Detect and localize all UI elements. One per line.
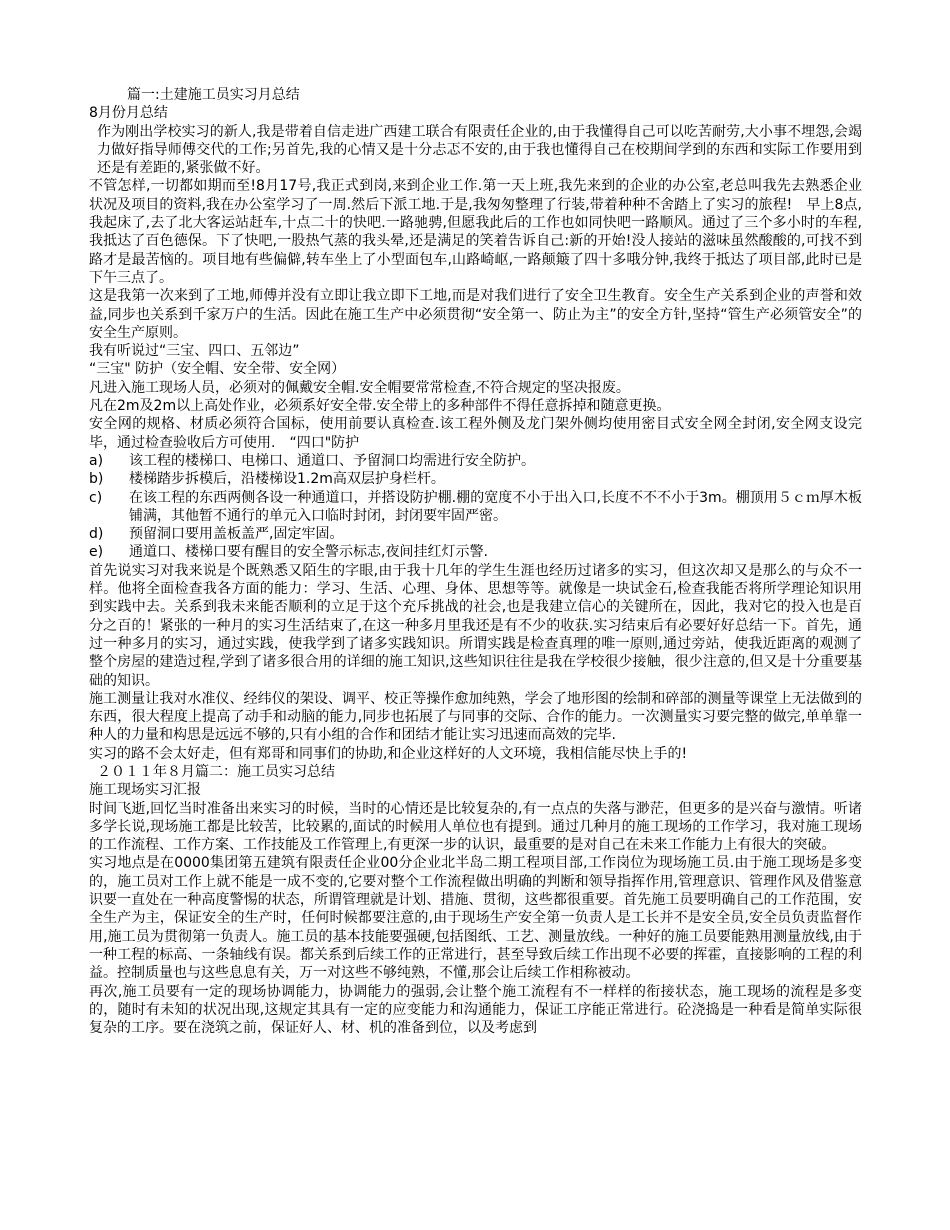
- report-title: 施工现场实习汇报: [89, 782, 201, 799]
- paragraph: “三宝" 防护（安全帽、安全带、安全网）: [89, 361, 346, 378]
- list-label: d): [89, 526, 104, 543]
- list-label: c): [89, 489, 103, 506]
- paragraph: 作为刚出学校实习的新人,我是带着自信走进广西建工联合有限责任企业的,由于我懂得自己可以吃苦耐劳,大小事不埋怨,会竭力做好指导师傅交代的工作;另首先,我的心情又是十分忐忑不安的,由于我也懂得自己在校期间学到的东西和实际工作要用到还是有差距的,紧张做不好。: [97, 123, 862, 177]
- list-item: [89, 489, 862, 526]
- section-heading-1: 篇一:土建施工员实习月总结: [127, 87, 300, 103]
- list-item: [89, 470, 862, 488]
- paragraph: 实习地点是在0000集团第五建筑有限责任企业00分企业北半岛二期工程项目部,工作岗位为现场施工员.由于施工现场是多变的，施工员对工作上就不能是一成不变的,它要对整个工作流程做出明确的判断和领导指挥作用,管理意识、管理作风及借鉴意识要一直处在一种高度警惕的状态，所谓管理就是计划、措施、贯彻，这些都很重要。首先施工员要明确自己的工作范围，安全生产为主，保证安全的生产时，任何时候都要注意的,由于现场生产安全第一负责人是工长并不是安全员,安全员负责监督作用,施工员为贯彻第一负责人。施工员的基本技能要强硬,包括图纸、工艺、测量放线。一种好的施工员要能熟用测量放线,由于一种工程的标高、一条轴线有误。都关系到后续工作的正常进行，甚至导致后续工作出现不必要的挥霍，直接影响的工程的利益。控制质量也与这些息息有关，万一对这些不够纯熟，不懂,那会让后续工作相称被动。: [89, 855, 862, 982]
- list-item: [89, 543, 862, 561]
- list-text: 预留洞口要用盖板盖严,固定牢固。: [129, 526, 344, 543]
- paragraph: 安全网的规格、材质必须符合国标，使用前要认真检查.该工程外侧及龙门架外侧均使用密目式安全网全封闭,安全网支设完毕，通过检查验收后方可使用. “四口"防护: [89, 416, 862, 451]
- month-summary-title: 8月份月总结: [89, 105, 168, 122]
- paragraph: 实习的路不会太好走，但有郑哥和同事们的协助,和企业这样好的人文环境，我相信能尽快上手的!: [89, 745, 688, 762]
- list-label: e): [89, 544, 104, 561]
- section-heading-2: ２０１１年８月篇二：施工员实习总结: [97, 763, 335, 780]
- paragraph: 首先说实习对我来说是个既熟悉又陌生的字眼,由于我十几年的学生生涯也经历过诸多的实习，但这次却又是那么的与众不一样。他将全面检查我各方面的能力：学习、生活、心理、身体、思想等等。就像是一块试金石,检查我能否将所学理论知识用到实践中去。关系到我未来能否顺利的立足于这个充斥挑战的社会,也是我建立信心的关键所在，因此，我对它的投入也是百分之百的！紧张的一种月的实习生活结束了,在这一种多月里我还是有不少的收获.实习结束后有必要好好总结一下。首先，通过一种多月的实习，通过实践，使我学到了诸多实践知识。所谓实践是检查真理的唯一原则,通过旁站，使我近距离的观测了整个房屋的建造过程,学到了诸多很合用的详细的施工知识,这些知识往往是我在学校很少接触，很少注意的,但又是十分重要基础的知识。: [89, 562, 862, 689]
- paragraph: 时间飞逝,回忆当时准备出来实习的时候，当时的心情还是比较复杂的,有一点点的失落与渺茫，但更多的是兴奋与激情。听诸多学长说,现场施工都是比较苦，比较累的,面试的时候用人单位也有提到。通过几种月的施工现场的工作学习，我对施工现场的工作流程、工作方案、工作技能及工作管理上,有更深一步的认识，最重要的是对自己在未来工作能力上有很大的突破。: [89, 800, 862, 854]
- list-label: b): [89, 471, 104, 488]
- paragraph: 凡进入施工现场人员，必须对的佩戴安全帽.安全帽要常常检查,不符合规定的坚决报废。: [89, 379, 630, 396]
- paragraph: 不管怎样,一切都如期而至!8月17号,我正式到岗,来到企业工作.第一天上班,我先来到的企业的办公室,老总叫我先去熟悉企业状况及项目的资料,我在办公室学习了一周.然后下派工地.于是,我匆匆整理了行装,带着种种不舍踏上了实习的旅程! 早上8点,我起床了,去了北大客运站赶车,十点二十的快吧.一路驰骋,但愿我此后的工作也如同快吧一路顺风。通过了三个多小时的车程,我抵达了百色德保。下了快吧,一股热气蒸的我头晕,还是满足的笑着告诉自己:新的开始!没人接站的滋味虽然酸酸的,可找不到路才是最苦恼的。项目地有些偏僻,转车坐上了小型面包车,山路崎岖,一路颠簸了四十多哦分钟,我终于抵达了项目部,此时已是下午三点了。: [89, 178, 862, 286]
- list-text: 在该工程的东西两侧各设一种通道口，并搭设防护棚.棚的宽度不小于出入口,长度不不不小于3m。棚顶用５ｃｍ厚木板铺满，其他暂不通行的单元入口临时封闭，封闭要牢固严密。: [129, 489, 862, 524]
- paragraph: 凡在2m及2m以上高处作业，必须系好安全带.安全带上的多种部件不得任意拆掉和随意更换。: [89, 398, 671, 415]
- list-label: a): [89, 452, 104, 469]
- paragraph: 我有听说过“三宝、四口、五邻边”: [89, 343, 300, 360]
- list-text: 通道口、楼梯口要有醒目的安全警示标志,夜间挂红灯示警.: [129, 544, 488, 561]
- paragraph: 再次,施工员要有一定的现场协调能力，协调能力的强弱,会让整个施工流程有不一样样的衔接状态，施工现场的流程是多变的，随时有未知的状况出现,这规定其具有一定的应变能力和沟通能力，保证工序能正常进行。砼浇捣是一种看是简单实际很复杂的工序。要在浇筑之前，保证好人、材、机的准备到位，以及考虑到: [89, 983, 862, 1037]
- list-item: [89, 525, 862, 543]
- list-text: 楼梯踏步拆模后，沿楼梯设1.2m高双层护身栏杆。: [129, 471, 445, 488]
- paragraph: 这是我第一次来到了工地,师傅并没有立即让我立即下工地,而是对我们进行了安全卫生教育。安全生产关系到企业的声誉和效益,同步也关系到千家万户的生活。因此在施工生产中必须贯彻“安全第一、防止为主”的安全方针,坚持“管生产必须管安全”的安全生产原则。: [89, 288, 862, 341]
- list-item: [89, 452, 862, 470]
- paragraph: 施工测量让我对水准仪、经纬仪的架设、调平、校正等操作愈加纯熟，学会了地形图的绘制和碎部的测量等课堂上无法做到的东西，很大程度上提高了动手和动脑的能力,同步也拓展了与同事的交际、合作的能力。一次测量实习要完整的做完,单单靠一种人的力量和构思是远远不够的,只有小组的合作和团结才能让实习迅速而高效的完毕.: [89, 690, 862, 744]
- list-text: 该工程的楼梯口、电梯口、通道口、予留洞口均需进行安全防护。: [129, 452, 535, 469]
